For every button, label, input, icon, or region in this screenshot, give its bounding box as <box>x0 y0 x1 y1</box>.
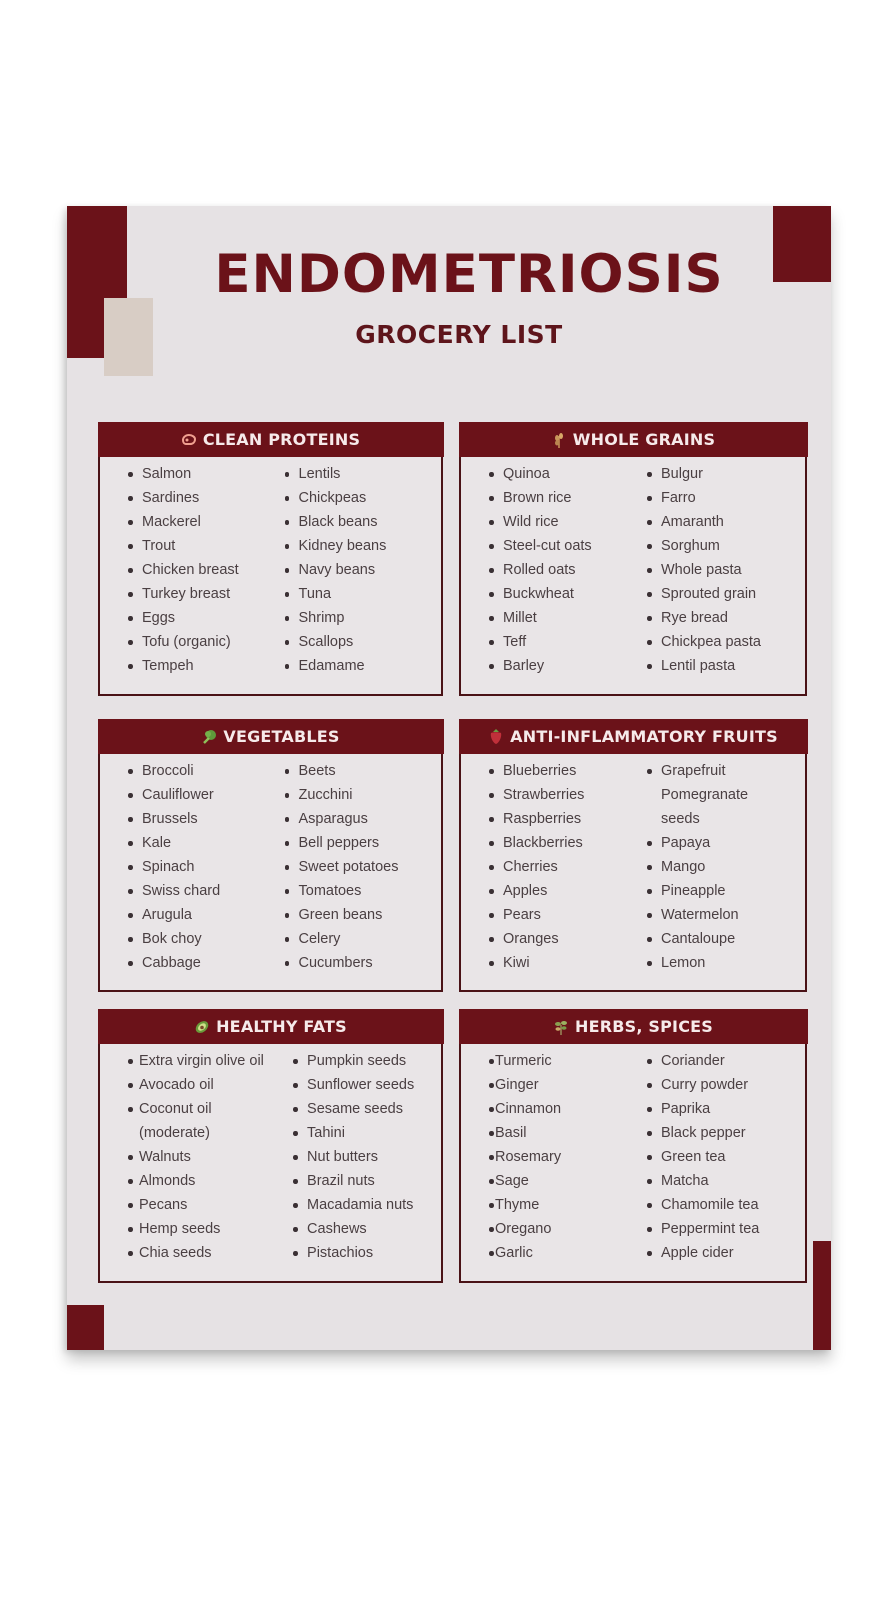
list-item: Kidney beans <box>271 534 442 558</box>
list-item: Coconut oil <box>100 1097 279 1121</box>
list-item: Broccoli <box>100 759 271 783</box>
list-item: Sunflower seeds <box>279 1073 441 1097</box>
list-item: Pumpkin seeds <box>279 1049 441 1073</box>
list-item: Brown rice <box>461 486 633 510</box>
list-item: Peppermint tea <box>633 1217 805 1241</box>
list-item: Teff <box>461 630 633 654</box>
list-item: Barley <box>461 654 633 678</box>
list-item: Navy beans <box>271 558 442 582</box>
section-header <box>98 719 444 754</box>
list-item: Bell peppers <box>271 831 442 855</box>
list-item: Watermelon <box>633 903 805 927</box>
section-vegetables <box>98 719 443 992</box>
list-item: Hemp seeds <box>100 1217 279 1241</box>
grocery-list-card <box>67 206 831 1350</box>
list-item: Apple cider <box>633 1241 805 1265</box>
list-item: Cherries <box>461 855 633 879</box>
section-title: ANTI-INFLAMMATORY FRUITS <box>510 727 778 746</box>
decor-block-bottom-right <box>813 1241 831 1350</box>
list-item: Sprouted grain <box>633 582 805 606</box>
list-item: Pears <box>461 903 633 927</box>
list-item: Green beans <box>271 903 442 927</box>
item-list-right <box>633 1049 805 1275</box>
list-item: Chamomile tea <box>633 1193 805 1217</box>
list-item: Chicken breast <box>100 558 271 582</box>
page-subtitle: GROCERY LIST <box>355 320 563 349</box>
section-title: HERBS, SPICES <box>574 1017 713 1036</box>
meat-icon <box>181 432 197 448</box>
list-item: Basil <box>461 1121 633 1145</box>
list-item: Black beans <box>271 510 442 534</box>
list-item: Green tea <box>633 1145 805 1169</box>
list-item: Spinach <box>100 855 271 879</box>
list-item: Blackberries <box>461 831 633 855</box>
list-item: Blueberries <box>461 759 633 783</box>
list-item: Shrimp <box>271 606 442 630</box>
list-item-continuation: (moderate) <box>139 1125 210 1141</box>
section-title: HEALTHY FATS <box>216 1017 347 1036</box>
list-item: Bulgur <box>633 462 805 486</box>
section-title: VEGETABLES <box>223 727 340 746</box>
list-item: Brussels <box>100 807 271 831</box>
list-item: Oregano <box>461 1217 633 1241</box>
list-item: Edamame <box>271 654 442 678</box>
item-list-right <box>633 462 805 688</box>
avocado-icon <box>194 1019 210 1035</box>
list-item: Ginger <box>461 1073 633 1097</box>
list-item: Macadamia nuts <box>279 1193 441 1217</box>
list-item: Turmeric <box>461 1049 633 1073</box>
list-item: Beets <box>271 759 442 783</box>
list-item: Farro <box>633 486 805 510</box>
list-item: Salmon <box>100 462 271 486</box>
item-list-right <box>633 759 805 984</box>
list-item: Nut butters <box>279 1145 441 1169</box>
list-item: Lemon <box>633 951 805 975</box>
list-item: Kale <box>100 831 271 855</box>
section-title: WHOLE GRAINS <box>572 430 716 449</box>
section-healthy-fats <box>98 1009 443 1283</box>
list-item: Oranges <box>461 927 633 951</box>
list-item: Mackerel <box>100 510 271 534</box>
list-item: Trout <box>100 534 271 558</box>
section-header <box>98 422 444 457</box>
list-item: Chickpea pasta <box>633 630 805 654</box>
list-item: Whole pasta <box>633 558 805 582</box>
list-item: Chia seeds <box>100 1241 279 1265</box>
list-item: Swiss chard <box>100 879 271 903</box>
list-item: Sesame seeds <box>279 1097 441 1121</box>
list-item: Sardines <box>100 486 271 510</box>
list-item: Sweet potatoes <box>271 855 442 879</box>
list-item: Rye bread <box>633 606 805 630</box>
list-item: Coriander <box>633 1049 805 1073</box>
list-item: Almonds <box>100 1169 279 1193</box>
list-item: Millet <box>461 606 633 630</box>
list-item: Pecans <box>100 1193 279 1217</box>
section-header <box>459 1009 808 1044</box>
list-item: Asparagus <box>271 807 442 831</box>
list-item: Wild rice <box>461 510 633 534</box>
list-item: Cinnamon <box>461 1097 633 1121</box>
list-item: Lentils <box>271 462 442 486</box>
item-list-right <box>279 1049 441 1275</box>
section-herbs-spices <box>459 1009 807 1283</box>
section-clean-proteins <box>98 422 443 696</box>
list-item: Sorghum <box>633 534 805 558</box>
list-item-continuation: Pomegranate <box>661 787 749 803</box>
list-item: Tuna <box>271 582 442 606</box>
list-item: Black pepper <box>633 1121 805 1145</box>
list-item: Garlic <box>461 1241 633 1265</box>
list-item: Amaranth <box>633 510 805 534</box>
list-item: Cauliflower <box>100 783 271 807</box>
list-item: Paprika <box>633 1097 805 1121</box>
section-header <box>459 719 808 754</box>
list-item: Avocado oil <box>100 1073 279 1097</box>
item-list-left <box>100 462 271 688</box>
item-list-left <box>100 1049 279 1275</box>
list-item: Bok choy <box>100 927 271 951</box>
list-item: Celery <box>271 927 442 951</box>
section-header <box>98 1009 444 1044</box>
list-item: Papaya <box>633 831 805 855</box>
list-item-continuation: seeds <box>661 811 700 827</box>
list-item: Eggs <box>100 606 271 630</box>
wheat-icon <box>551 432 567 448</box>
section-title: CLEAN PROTEINS <box>202 430 361 449</box>
list-item: Sage <box>461 1169 633 1193</box>
list-item: Curry powder <box>633 1073 805 1097</box>
section-whole-grains <box>459 422 807 696</box>
list-item: Mango <box>633 855 805 879</box>
list-item: Grapefruit <box>633 759 805 783</box>
list-item: Strawberries <box>461 783 633 807</box>
list-item: Pineapple <box>633 879 805 903</box>
list-item: Chickpeas <box>271 486 442 510</box>
item-list-right <box>271 462 442 688</box>
list-item: Cashews <box>279 1217 441 1241</box>
decor-block-bottom-left <box>67 1305 104 1350</box>
item-list-left <box>100 759 271 984</box>
list-item: Cucumbers <box>271 951 442 975</box>
page-title: ENDOMETRIOSIS <box>214 244 724 305</box>
list-item: Cantaloupe <box>633 927 805 951</box>
list-item: Cabbage <box>100 951 271 975</box>
list-item: Tahini <box>279 1121 441 1145</box>
section-anti-inflammatory-fruits <box>459 719 807 992</box>
broccoli-icon <box>201 729 217 745</box>
list-item: Kiwi <box>461 951 633 975</box>
list-item: Tomatoes <box>271 879 442 903</box>
list-item: Brazil nuts <box>279 1169 441 1193</box>
item-list-right <box>271 759 442 984</box>
list-item: Thyme <box>461 1193 633 1217</box>
list-item: Arugula <box>100 903 271 927</box>
list-item: Rosemary <box>461 1145 633 1169</box>
list-item: Turkey breast <box>100 582 271 606</box>
herb-icon <box>553 1019 569 1035</box>
list-item: Walnuts <box>100 1145 279 1169</box>
list-item: Pistachios <box>279 1241 441 1265</box>
list-item: Raspberries <box>461 807 633 831</box>
list-item: Scallops <box>271 630 442 654</box>
item-list-left <box>461 1049 633 1275</box>
list-item: Tempeh <box>100 654 271 678</box>
list-item: Rolled oats <box>461 558 633 582</box>
item-list-left <box>461 759 633 984</box>
list-item: Extra virgin olive oil <box>100 1049 279 1073</box>
list-item: Buckwheat <box>461 582 633 606</box>
list-item: Matcha <box>633 1169 805 1193</box>
list-item: Zucchini <box>271 783 442 807</box>
list-item: Quinoa <box>461 462 633 486</box>
item-list-left <box>461 462 633 688</box>
list-item: Steel-cut oats <box>461 534 633 558</box>
section-header <box>459 422 808 457</box>
list-item: Tofu (organic) <box>100 630 271 654</box>
list-item: Lentil pasta <box>633 654 805 678</box>
list-item: Apples <box>461 879 633 903</box>
strawberry-icon <box>488 729 504 745</box>
